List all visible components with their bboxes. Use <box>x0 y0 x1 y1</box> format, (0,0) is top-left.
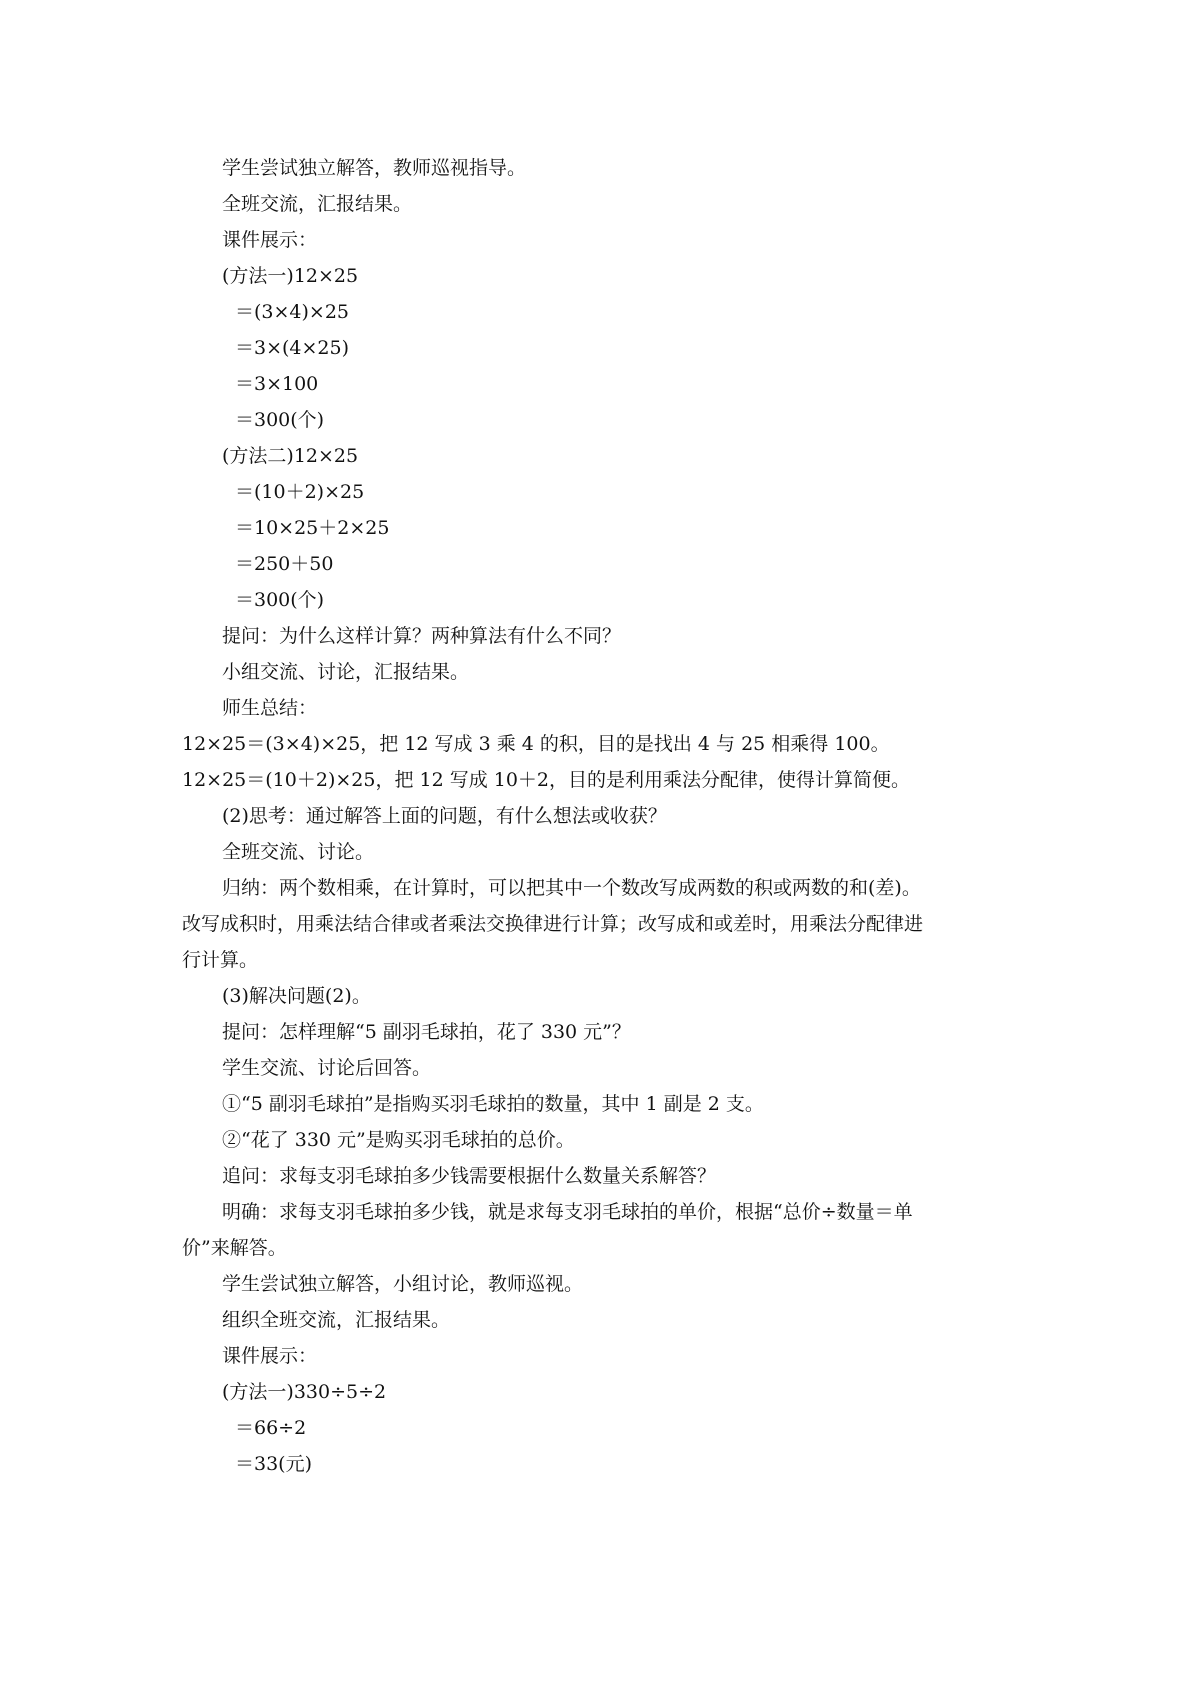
text-line: 学生交流、讨论后回答。 <box>222 1057 432 1079</box>
text-line: ②“花了 330 元”是购买羽毛球拍的总价。 <box>222 1129 575 1151</box>
text-line: 追问：求每支羽毛球拍多少钱需要根据什么数量关系解答？ <box>222 1165 717 1187</box>
equation-line: ＝250＋50 <box>235 553 334 575</box>
equation-line: ＝(10＋2)×25 <box>235 481 365 503</box>
text-line: 课件展示： <box>222 1345 318 1367</box>
text-line: 师生总结： <box>222 697 318 719</box>
text-line: 12×25＝(3×4)×25，把 12 写成 3 乘 4 的积，目的是找出 4 与 25 相乘得 100。 <box>182 733 890 755</box>
text-line: 明确：求每支羽毛球拍多少钱，就是求每支羽毛球拍的单价，根据“总价÷数量＝单 <box>222 1201 913 1223</box>
text-line: (2)思考：通过解答上面的问题，有什么想法或收获？ <box>222 805 667 827</box>
equation-line: (方法二)12×25 <box>222 445 359 467</box>
text-line: 小组交流、讨论，汇报结果。 <box>222 661 470 683</box>
text-line: 课件展示： <box>222 229 318 251</box>
text-line: 12×25＝(10＋2)×25，把 12 写成 10＋2，目的是利用乘法分配律，使得计算简便。 <box>182 769 911 791</box>
equation-line: ＝33(元) <box>235 1453 313 1475</box>
equation-line: ＝300(个) <box>235 409 325 431</box>
text-line: 提问：怎样理解“5 副羽毛球拍，花了 330 元”？ <box>222 1021 631 1043</box>
equation-line: (方法一)330÷5÷2 <box>222 1381 387 1403</box>
text-line: 归纳：两个数相乘，在计算时，可以把其中一个数改写成两数的积或两数的和(差)。 <box>222 877 921 899</box>
text-line: 学生尝试独立解答，教师巡视指导。 <box>222 157 527 179</box>
text-line: 行计算。 <box>182 949 259 971</box>
text-line: 改写成积时，用乘法结合律或者乘法交换律进行计算；改写成和或差时，用乘法分配律进 <box>182 913 924 935</box>
equation-line: ＝3×(4×25) <box>235 337 350 359</box>
equation-line: ＝(3×4)×25 <box>235 301 350 323</box>
text-line: ①“5 副羽毛球拍”是指购买羽毛球拍的数量，其中 1 副是 2 支。 <box>222 1093 764 1115</box>
equation-line: ＝3×100 <box>235 373 319 395</box>
text-line: 组织全班交流，汇报结果。 <box>222 1309 451 1331</box>
text-line: 提问：为什么这样计算？两种算法有什么不同？ <box>222 625 622 647</box>
text-line: 全班交流、讨论。 <box>222 841 375 863</box>
text-line: 价”来解答。 <box>182 1237 287 1259</box>
text-line: 学生尝试独立解答，小组讨论，教师巡视。 <box>222 1273 584 1295</box>
equation-line: ＝300(个) <box>235 589 325 611</box>
equation-line: ＝10×25＋2×25 <box>235 517 390 539</box>
equation-line: (方法一)12×25 <box>222 265 359 287</box>
equation-line: ＝66÷2 <box>235 1417 307 1439</box>
text-line: (3)解决问题(2)。 <box>222 985 371 1007</box>
text-line: 全班交流，汇报结果。 <box>222 193 413 215</box>
